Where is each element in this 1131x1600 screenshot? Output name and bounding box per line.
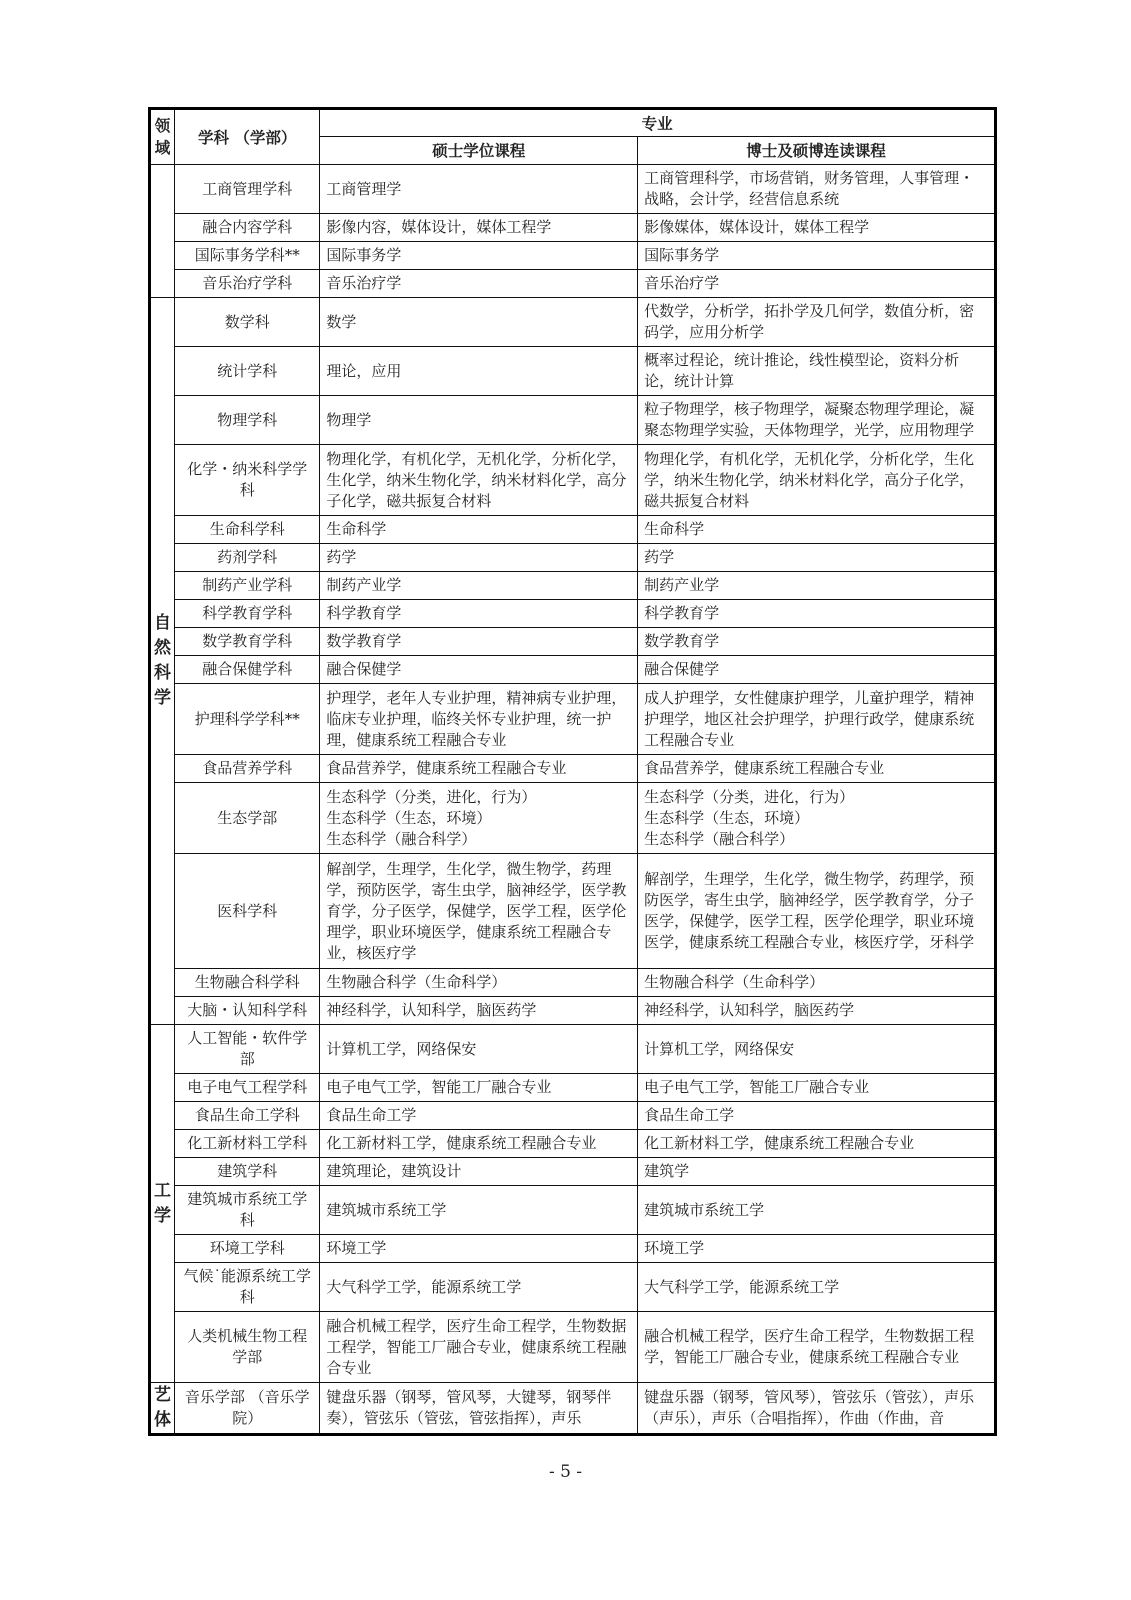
header-doctoral: 博士及硕博连读课程: [638, 137, 996, 165]
doctoral-cell: 建筑城市系统工学: [638, 1186, 996, 1235]
doctoral-cell: 大气科学工学，能源系统工学: [638, 1263, 996, 1312]
header-major: 专业: [320, 109, 996, 137]
masters-cell: 工商管理学: [320, 165, 638, 214]
header-subject: 学科 （学部）: [175, 109, 320, 165]
doctoral-cell: 融合保健学: [638, 656, 996, 684]
table-row: [150, 1025, 996, 1074]
subject-cell: 医科学科: [175, 854, 320, 969]
table-row: [150, 347, 996, 396]
table-row: [150, 544, 996, 572]
doctoral-cell: 神经科学，认知科学，脑医药学: [638, 997, 996, 1025]
masters-cell: 物理学: [320, 396, 638, 445]
table-row: [150, 684, 996, 755]
table-row: [150, 165, 996, 214]
masters-cell: 融合机械工程学，医疗生命工程学，生物数据工程学，智能工厂融合专业，健康系统工程融合专业: [320, 1312, 638, 1383]
subject-cell: 建筑学科: [175, 1158, 320, 1186]
domain-cell: [150, 1383, 175, 1435]
table-row: [150, 1312, 996, 1383]
subject-cell: 数学教育学科: [175, 628, 320, 656]
subject-cell: 环境工学科: [175, 1235, 320, 1263]
masters-cell: 科学教育学: [320, 600, 638, 628]
masters-cell: 药学: [320, 544, 638, 572]
subject-cell: 生态学部: [175, 783, 320, 854]
subject-cell: 工商管理学科: [175, 165, 320, 214]
programs-table: [148, 107, 997, 1436]
masters-cell: 电子电气工学，智能工厂融合专业: [320, 1074, 638, 1102]
subject-cell: 音乐学部 （音乐学院）: [175, 1383, 320, 1435]
doctoral-cell: 工商管理科学，市场营销，财务管理，人事管理・战略，会计学，经营信息系统: [638, 165, 996, 214]
masters-cell: 理论，应用: [320, 347, 638, 396]
masters-cell: 护理学，老年人专业护理，精神病专业护理，临床专业护理，临终关怀专业护理，统一护理，健康系统工程融合专业: [320, 684, 638, 755]
table-row: [150, 854, 996, 969]
table-row: [150, 1383, 996, 1435]
domain-label: 艺体: [154, 1385, 172, 1430]
doctoral-cell: 环境工学: [638, 1235, 996, 1263]
masters-cell: 建筑理论，建筑设计: [320, 1158, 638, 1186]
subject-cell: 制药产业学科: [175, 572, 320, 600]
subject-cell: 物理学科: [175, 396, 320, 445]
table-body: [150, 165, 996, 1435]
table-row: [150, 600, 996, 628]
table-row: [150, 1102, 996, 1130]
table-row: [150, 1074, 996, 1102]
table-row: [150, 997, 996, 1025]
table-row: [150, 270, 996, 298]
doctoral-cell: 解剖学，生理学，生化学，微生物学，药理学，预防医学，寄生虫学，脑神经学，医学教育学，分子医学，保健学，医学工程，医学伦理学，职业环境医学，健康系统工程融合专业，核医疗学，牙科学: [638, 854, 996, 969]
doctoral-cell: 物理化学，有机化学，无机化学，分析化学，生化学，纳米生物化学，纳米材料化学，高分子化学，磁共振复合材料: [638, 445, 996, 516]
table-row: [150, 656, 996, 684]
doctoral-cell: 粒子物理学，核子物理学，凝聚态物理学理论，凝聚态物理学实验，天体物理学，光学，应用物理学: [638, 396, 996, 445]
doctoral-cell: 成人护理学，女性健康护理学，儿童护理学，精神护理学，地区社会护理学，护理行政学，健康系统工程融合专业: [638, 684, 996, 755]
subject-cell: 数学科: [175, 298, 320, 347]
masters-cell: 物理化学，有机化学，无机化学，分析化学，生化学，纳米生物化学，纳米材料化学，高分子化学，磁共振复合材料: [320, 445, 638, 516]
table-row: [150, 969, 996, 997]
masters-cell: 建筑城市系统工学: [320, 1186, 638, 1235]
table-header: [150, 109, 996, 165]
doctoral-cell: 生物融合科学（生命科学）: [638, 969, 996, 997]
subject-cell: 护理科学学科**: [175, 684, 320, 755]
domain-label: 工学: [154, 1180, 172, 1226]
doctoral-cell: 食品营养学，健康系统工程融合专业: [638, 755, 996, 783]
subject-cell: 生命科学科: [175, 516, 320, 544]
masters-cell: 食品生命工学: [320, 1102, 638, 1130]
doctoral-cell: 生态科学（分类，进化，行为） 生态科学（生态，环境） 生态科学（融合科学）: [638, 783, 996, 854]
page-number: - 5 -: [548, 1462, 583, 1482]
masters-cell: 数学教育学: [320, 628, 638, 656]
masters-cell: 影像内容，媒体设计，媒体工程学: [320, 214, 638, 242]
table-row: [150, 755, 996, 783]
table-row: [150, 783, 996, 854]
masters-cell: 音乐治疗学: [320, 270, 638, 298]
table-row: [150, 1130, 996, 1158]
doctoral-cell: 键盘乐器（钢琴，管风琴），管弦乐（管弦），声乐（声乐），声乐（合唱指挥），作曲（作曲，音: [638, 1383, 996, 1435]
doctoral-cell: 数学教育学: [638, 628, 996, 656]
table-row: [150, 516, 996, 544]
header-domain-text: 领域: [154, 116, 171, 157]
doctoral-cell: 电子电气工学，智能工厂融合专业: [638, 1074, 996, 1102]
subject-cell: 食品生命工学科: [175, 1102, 320, 1130]
doctoral-cell: 制药产业学: [638, 572, 996, 600]
masters-cell: 生物融合科学（生命科学）: [320, 969, 638, 997]
doctoral-cell: 影像媒体，媒体设计，媒体工程学: [638, 214, 996, 242]
doctoral-cell: 科学教育学: [638, 600, 996, 628]
subject-cell: 气候˙能源系统工学科: [175, 1263, 320, 1312]
subject-cell: 音乐治疗学科: [175, 270, 320, 298]
subject-cell: 生物融合科学科: [175, 969, 320, 997]
table-row: [150, 1186, 996, 1235]
doctoral-cell: 药学: [638, 544, 996, 572]
table-row: [150, 1263, 996, 1312]
subject-cell: 人工智能・软件学部: [175, 1025, 320, 1074]
header-domain: [150, 109, 175, 165]
masters-cell: 键盘乐器（钢琴，管风琴，大键琴，钢琴伴奏），管弦乐（管弦，管弦指挥），声乐: [320, 1383, 638, 1435]
doctoral-cell: 国际事务学: [638, 242, 996, 270]
subject-cell: 大脑・认知科学科: [175, 997, 320, 1025]
domain-cell: [150, 165, 175, 298]
masters-cell: 神经科学，认知科学，脑医药学: [320, 997, 638, 1025]
masters-cell: 生态科学（分类，进化，行为） 生态科学（生态，环境） 生态科学（融合科学）: [320, 783, 638, 854]
domain-cell: [150, 298, 175, 1025]
subject-cell: 化学・纳米科学学科: [175, 445, 320, 516]
table-row: [150, 1235, 996, 1263]
subject-cell: 人类机械生物工程学部: [175, 1312, 320, 1383]
table-row: [150, 572, 996, 600]
doctoral-cell: 概率过程论，统计推论，线性模型论，资料分析论，统计计算: [638, 347, 996, 396]
table-row: [150, 1158, 996, 1186]
subject-cell: 科学教育学科: [175, 600, 320, 628]
doctoral-cell: 音乐治疗学: [638, 270, 996, 298]
masters-cell: 解剖学，生理学，生化学，微生物学，药理学，预防医学，寄生虫学，脑神经学，医学教育学，分子医学，保健学，医学工程，医学伦理学，职业环境医学，健康系统工程融合专业，核医疗学: [320, 854, 638, 969]
doctoral-cell: 化工新材料工学，健康系统工程融合专业: [638, 1130, 996, 1158]
table-row: [150, 445, 996, 516]
masters-cell: 生命科学: [320, 516, 638, 544]
doctoral-cell: 食品生命工学: [638, 1102, 996, 1130]
doctoral-cell: 计算机工学，网络保安: [638, 1025, 996, 1074]
masters-cell: 国际事务学: [320, 242, 638, 270]
masters-cell: 化工新材料工学，健康系统工程融合专业: [320, 1130, 638, 1158]
masters-cell: 环境工学: [320, 1235, 638, 1263]
subject-cell: 融合内容学科: [175, 214, 320, 242]
domain-cell: [150, 1025, 175, 1383]
table-row: [150, 396, 996, 445]
table-row: [150, 628, 996, 656]
subject-cell: 融合保健学科: [175, 656, 320, 684]
masters-cell: 制药产业学: [320, 572, 638, 600]
subject-cell: 药剂学科: [175, 544, 320, 572]
subject-cell: 电子电气工程学科: [175, 1074, 320, 1102]
masters-cell: 大气科学工学，能源系统工学: [320, 1263, 638, 1312]
masters-cell: 食品营养学，健康系统工程融合专业: [320, 755, 638, 783]
subject-cell: 国际事务学科**: [175, 242, 320, 270]
domain-label: 自然科学: [154, 613, 172, 708]
masters-cell: 计算机工学，网络保安: [320, 1025, 638, 1074]
subject-cell: 食品营养学科: [175, 755, 320, 783]
header-masters: 硕士学位课程: [320, 137, 638, 165]
masters-cell: 数学: [320, 298, 638, 347]
table-row: [150, 298, 996, 347]
subject-cell: 建筑城市系统工学科: [175, 1186, 320, 1235]
doctoral-cell: 建筑学: [638, 1158, 996, 1186]
doctoral-cell: 融合机械工程学，医疗生命工程学，生物数据工程学，智能工厂融合专业，健康系统工程融合专业: [638, 1312, 996, 1383]
subject-cell: 化工新材料工学科: [175, 1130, 320, 1158]
masters-cell: 融合保健学: [320, 656, 638, 684]
subject-cell: 统计学科: [175, 347, 320, 396]
doctoral-cell: 代数学，分析学，拓扑学及几何学，数值分析，密码学，应用分析学: [638, 298, 996, 347]
doctoral-cell: 生命科学: [638, 516, 996, 544]
table-row: [150, 242, 996, 270]
table-row: [150, 214, 996, 242]
